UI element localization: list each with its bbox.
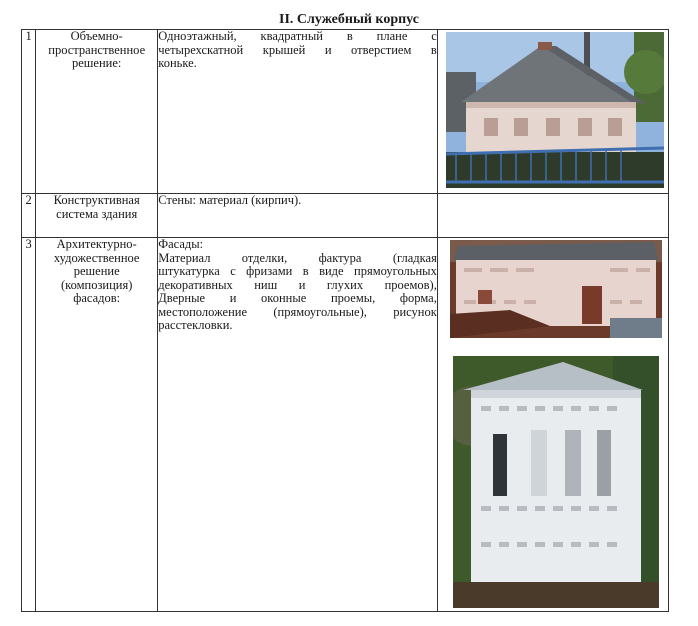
desc-line: четырехскатной крышей и отверстием в [158, 42, 437, 57]
label-line: Объемно- [70, 29, 123, 43]
building-photo-2 [450, 240, 662, 338]
row-number: 3 [22, 238, 36, 612]
photo-cell [437, 194, 668, 238]
label-line: система здания [56, 206, 138, 221]
row-number: 2 [22, 194, 36, 238]
row-label [36, 238, 158, 612]
label-line: Архитектурно- [56, 237, 137, 251]
desc-line: декоративных ниш и глухих проемов), [158, 277, 437, 292]
row-label [36, 30, 158, 194]
section-title: II. Служебный корпус [279, 12, 419, 27]
label-line: (композиция) [60, 277, 133, 292]
row-label [36, 194, 158, 238]
photo-cell [437, 238, 668, 612]
table-row [22, 30, 669, 194]
desc-line: Дверные и оконные проемы, форма, [158, 291, 437, 305]
desc-line: штукатурка с фризами в виде прямоугольных [158, 264, 437, 278]
label-line: фасадов: [73, 291, 121, 305]
label-line: пространственное [48, 42, 146, 57]
table-row [22, 194, 669, 238]
desc-line: местоположение (прямоугольные), рисунок [158, 304, 437, 319]
desc-line: Стены: материал (кирпич). [158, 193, 302, 207]
label-line: художественное [53, 250, 140, 265]
photo-roof-view [446, 32, 664, 188]
label-line: Конструктивная [53, 193, 140, 207]
table-row [22, 238, 669, 612]
label-line: решение: [72, 56, 122, 70]
label-line: решение [73, 264, 120, 278]
desc-line: коньке. [158, 56, 197, 70]
building-description-table [21, 29, 669, 612]
row-description [158, 238, 438, 612]
building-photo-3 [453, 356, 659, 608]
photo-front-facade [453, 356, 659, 608]
desc-line: Одноэтажный, квадратный в плане с [158, 29, 437, 43]
building-photo-1 [446, 32, 664, 188]
photo-side-facade [450, 240, 662, 338]
row-description [158, 194, 438, 238]
desc-line: Материал отделки, фактура (гладкая [158, 250, 437, 265]
desc-line: расстекловки. [158, 318, 233, 332]
row-number: 1 [22, 30, 36, 194]
desc-line: Фасады: [158, 237, 204, 251]
row-description [158, 30, 438, 194]
photo-cell [437, 30, 668, 194]
